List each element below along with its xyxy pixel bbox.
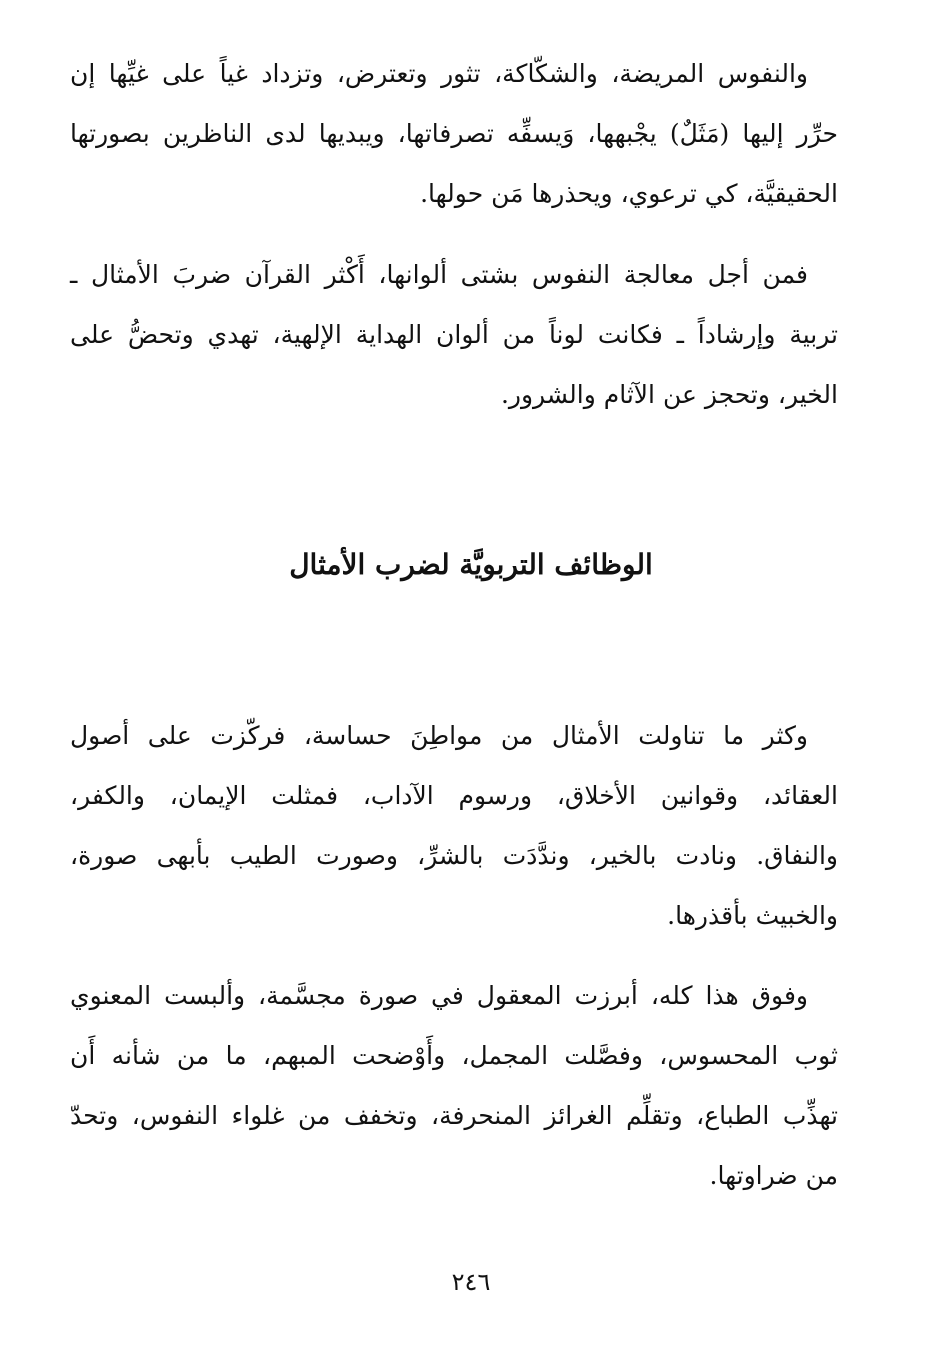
text-line: تربية وإرشاداً ـ فكانت لوناً من ألوان الهداية الإلهية، تهدي وتحضُّ على [70, 320, 838, 349]
text-line: العقائد، وقوانين الأخلاق، ورسوم الآداب، فمثلت الإيمان، والكفر، [70, 781, 838, 810]
text-line: حرِّر إليها (مَثَلٌ) يجْبهها، وَيسفِّه تصرفاتها، ويبديها لدى الناظرين بصورتها [70, 119, 838, 148]
text-line: من ضراوتها. [709, 1161, 838, 1190]
text-line: والنفوس المريضة، والشكّاكة، تثور وتعترض، وتزداد غياً على غيِّها إن [70, 59, 808, 88]
paragraph-2 [70, 245, 838, 425]
text-line: وفوق هذا كله، أبرزت المعقول في صورة مجسَّمة، وألبست المعنوي [70, 981, 808, 1010]
text-line: وكثر ما تناولت الأمثال من مواطِنَ حساسة، فركّزت على أصول [70, 721, 808, 750]
text-line: ثوب المحسوس، وفصَّلت المجمل، وأَوْضحت المبهم، ما من شأنه أَن [70, 1041, 838, 1070]
paragraph-3 [70, 706, 838, 946]
paragraph-1 [70, 44, 838, 224]
text-line: فمن أجل معالجة النفوس بشتى ألوانها، أَكْثر القرآن ضربَ الأمثال ـ [70, 260, 808, 289]
text-line: الخير، وتحجز عن الآثام والشرور. [500, 380, 838, 409]
page-number: ٢٤٦ [451, 1268, 491, 1296]
text-line: والخبيث بأقذرها. [667, 901, 838, 930]
paragraph-4 [70, 966, 838, 1206]
section-heading: الوظائف التربويَّة لضرب الأمثال [289, 548, 653, 581]
text-line: الحقيقيَّة، كي ترعوي، ويحذرها مَن حولها. [420, 179, 838, 208]
text-line: والنفاق. ونادت بالخير، وندَّدَت بالشرِّ، وصورت الطيب بأبهى صورة، [70, 841, 838, 870]
text-line: تهذِّب الطباع، وتقلِّم الغرائز المنحرفة، وتخفف من غلواء النفوس، وتحدّ [70, 1101, 838, 1130]
